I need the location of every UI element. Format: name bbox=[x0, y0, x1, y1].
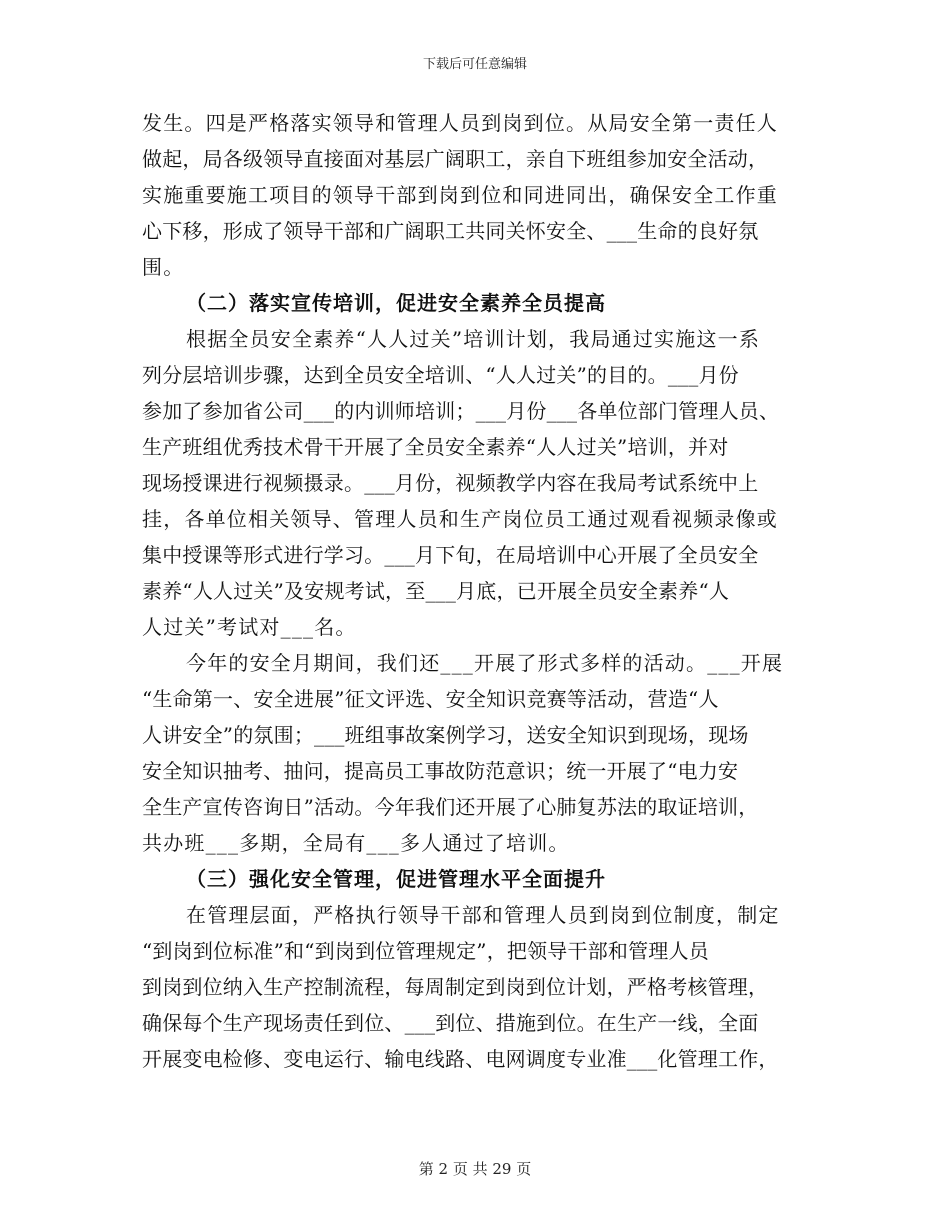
body-line: 列分层培训步骤，达到全员安全培训、“人人过关”的目的。___月份 bbox=[142, 363, 739, 387]
body-line: 心下移，形成了领导干部和广阔职工共同关怀安全、___生命的良好氛 bbox=[142, 219, 759, 243]
body-line: 到岗到位纳入生产控制流程，每周制定到岗到位计划，严格考核管理， bbox=[142, 975, 769, 999]
body-line: 挂，各单位相关领导、管理人员和生产岗位员工通过观看视频录像或 bbox=[142, 507, 778, 531]
body-line: 安全知识抽考、抽问，提高员工事故防范意识；统一开展了“电力安 bbox=[142, 759, 739, 783]
body-line: 生产班组优秀技术骨干开展了全员安全素养“人人过关”培训，并对 bbox=[142, 435, 729, 459]
body-line: “到岗到位标准”和“到岗到位管理规定”，把领导干部和管理人员 bbox=[142, 939, 709, 963]
body-line: 发生。四是严格落实领导和管理人员到岗到位。从局安全第一责任人 bbox=[142, 111, 778, 135]
body-line: 全生产宣传咨询日”活动。今年我们还开展了心肺复苏法的取证培训， bbox=[142, 795, 759, 819]
section-heading: （二）落实宣传培训，促进安全素养全员提高 bbox=[186, 291, 606, 315]
body-line: 确保每个生产现场责任到位、___到位、措施到位。在生产一线，全面 bbox=[142, 1011, 759, 1035]
body-line: 素养“人人过关”及安规考试，至___月底，已开展全员安全素养“人 bbox=[142, 579, 730, 603]
body-line: 在管理层面，严格执行领导干部和管理人员到岗到位制度，制定 bbox=[186, 903, 780, 927]
section-heading: （三）强化安全管理，促进管理水平全面提升 bbox=[186, 867, 606, 891]
body-line: 现场授课进行视频摄录。___月份，视频教学内容在我局考试系统中上 bbox=[142, 471, 759, 495]
body-line: 集中授课等形式进行学习。___月下旬，在局培训中心开展了全员安全 bbox=[142, 543, 759, 567]
body-line: 人讲安全”的氛围；___班组事故案例学习，送安全知识到现场，现场 bbox=[142, 723, 749, 747]
body-line: 实施重要施工项目的领导干部到岗到位和同进同出，确保安全工作重 bbox=[142, 183, 778, 207]
document-body bbox=[142, 105, 822, 1077]
page-footer: 第 2 页 共 29 页 bbox=[418, 1160, 532, 1178]
body-line: 共办班___多期，全局有___多人通过了培训。 bbox=[142, 831, 570, 855]
body-line: 开展变电检修、变电运行、输电线路、电网调度专业准___化管理工作， bbox=[142, 1047, 779, 1071]
body-line: “生命第一、安全进展”征文评选、安全知识竞赛等活动，营造“人 bbox=[142, 687, 719, 711]
body-line: 今年的安全月期间，我们还___开展了形式多样的活动。___开展 bbox=[186, 651, 784, 675]
page-header: 下载后可任意编辑 bbox=[422, 57, 527, 72]
body-line: 参加了参加省公司___的内训师培训；___月份___各单位部门管理人员、 bbox=[142, 399, 780, 423]
body-line: 围。 bbox=[142, 255, 185, 279]
body-line: 根据全员安全素养“人人过关”培训计划，我局通过实施这一系 bbox=[186, 327, 761, 351]
body-line: 做起，局各级领导直接面对基层广阔职工，亲自下班组参加安全活动， bbox=[142, 147, 769, 171]
body-line: 人过关”考试对___名。 bbox=[142, 615, 357, 639]
